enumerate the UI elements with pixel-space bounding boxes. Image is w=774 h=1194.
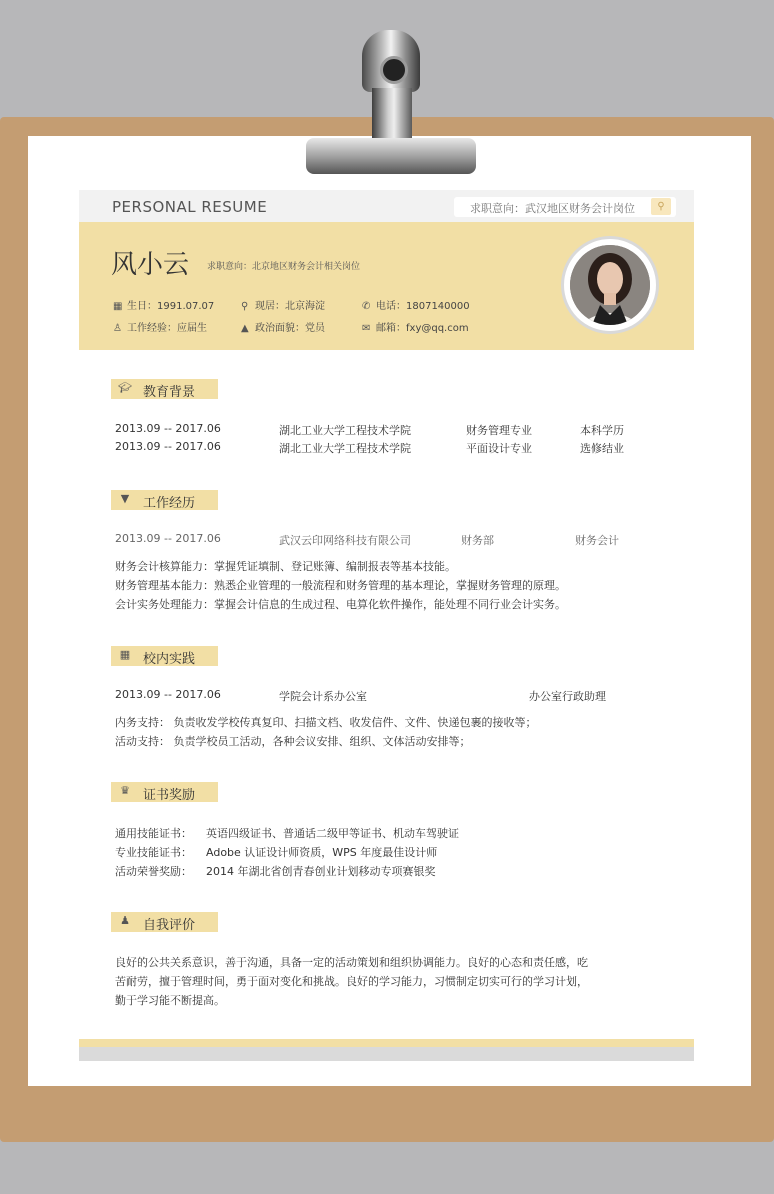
edu-period: 2013.09 -- 2017.06 [115,440,221,453]
self-eval-line: 苦耐劳，擅于管理时间，勇于面对变化和挑战。良好的学习能力，习惯制定切实可行的学习计划， [115,975,588,988]
email-info: ✉ 邮箱：fxy@qq.com [362,323,469,334]
avatar [561,236,659,334]
section-title: 自我评价 [143,918,196,933]
edu-school: 湖北工业大学工程技术学院 [279,424,411,437]
section-title: 证书奖励 [143,788,196,803]
section-campus [111,646,218,666]
cert-value: Adobe 认证设计师资质，WPS 年度最佳设计师 [206,846,438,859]
avatar-photo [570,245,650,325]
birthday-info: ▦ 生日：1991.07.07 [113,301,215,312]
cert-value: 英语四级证书、普通话二级甲等证书、机动车驾驶证 [206,827,459,840]
clip-base [306,138,476,174]
cert-label: 活动荣誉奖励： [115,865,192,878]
user-icon: ♟ [120,914,130,927]
person-icon: ♙ [113,323,122,334]
campus-role: 办公室行政助理 [529,690,606,703]
campus-period: 2013.09 -- 2017.06 [115,688,221,701]
campus-org: 学院会计系办公室 [279,690,367,703]
section-certs [111,782,218,802]
residence-info: ⚲ 现居：北京海淀 [241,301,325,312]
campus-detail: 内务支持： 负责收发学校传真复印、扫描文档、收发信件、文件、快递包裹的接收等； [115,716,537,729]
section-title: 校内实践 [143,652,196,667]
edu-major: 平面设计专业 [466,442,532,455]
politics-info: ▲ 政治面貌：党员 [241,323,325,334]
phone-icon: ✆ [362,301,371,312]
edu-degree: 选修结业 [580,442,624,455]
edu-period: 2013.09 -- 2017.06 [115,422,221,435]
section-work [111,490,218,510]
self-eval-line: 勤于学习能不断提高。 [115,994,225,1007]
graduation-cap-icon: 🎓︎ [118,381,132,394]
footer-gray-bar [79,1047,694,1061]
tie-icon: ▼ [120,492,130,505]
section-education [111,379,218,399]
footer-accent-bar [79,1039,694,1047]
cert-value: 2014 年湖北省创青春创业计划移动专项赛银奖 [206,865,436,878]
work-dept: 财务部 [461,534,494,547]
edu-degree: 本科学历 [580,424,624,437]
work-detail: 财务会计核算能力：掌握凭证填制、登记账簿、编制报表等基本技能。 [115,560,456,573]
edu-school: 湖北工业大学工程技术学院 [279,442,411,455]
section-title: 工作经历 [143,496,196,511]
brand-title: PERSONAL RESUME [112,198,268,216]
edu-major: 财务管理专业 [466,424,532,437]
cert-label: 专业技能证书： [115,846,192,859]
windows-grid-icon: ▦ [119,648,131,661]
cert-label: 通用技能证书： [115,827,192,840]
profile-intent: 求职意向：北京地区财务会计相关岗位 [207,262,361,272]
mail-icon: ✉ [362,323,371,334]
profile-name: 风小云 [111,250,190,280]
work-company: 武汉云印网络科技有限公司 [279,534,411,547]
location-pin-icon: ⚲ [241,301,249,312]
work-detail: 财务管理基本能力：熟悉企业管理的一般流程和财务管理的基本理论，掌握财务管理的原理。 [115,579,566,592]
portrait-photo [570,245,650,325]
phone-info: ✆ 电话：1807140000 [362,301,470,312]
clip-hole [380,56,408,84]
work-position: 财务会计 [575,534,619,547]
clip-stem [372,88,412,144]
work-detail: 会计实务处理能力：掌握会计信息的生成过程、电算化软件操作，能处理不同行业会计实务。 [115,598,566,611]
search-text[interactable]: 求职意向：武汉地区财务会计岗位 [470,202,635,215]
work-period: 2013.09 -- 2017.06 [115,532,221,545]
campus-detail: 活动支持： 负责学校员工活动，各种会议安排、组织、文体活动安排等； [115,735,471,748]
section-title: 教育背景 [143,385,196,400]
graduation-cap-icon: ▲ [241,323,249,334]
experience-info: ♙ 工作经验：应届生 [113,323,207,334]
trophy-icon: ♛ [120,784,130,797]
self-eval-line: 良好的公共关系意识，善于沟通，具备一定的活动策划和组织协调能力。良好的心态和责任感，吃 [115,956,588,969]
section-self-eval [111,912,218,932]
search-icon[interactable]: ⚲ [651,198,671,215]
calendar-icon: ▦ [113,301,123,312]
